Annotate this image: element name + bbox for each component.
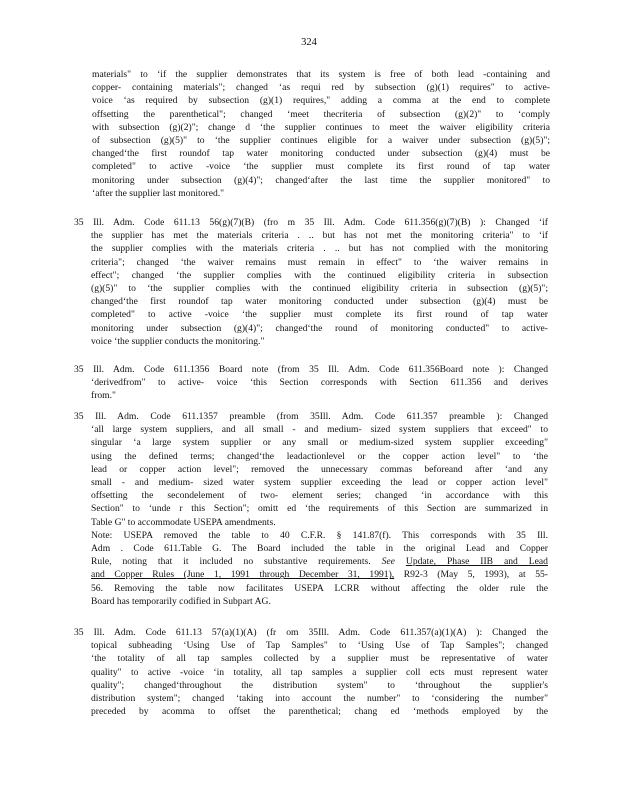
text-line: quality" to active -voice ‘in totality, all tap samples a supplier coll ects must represent water [91, 666, 548, 678]
text-line: offsetting the parenthetical"; changed ‘meet thecriteria of subsection (g)(2)" to ‘comply [92, 108, 550, 120]
text-line: 35 Ill. Adm. Code 611.13 56(g)(7)(B) (fro m 35 Ill. Adm. Code 611.356(g)(7)(B) ): Changed ‘if [74, 217, 548, 228]
amendment-entry [74, 363, 548, 403]
text-line: the supplier complies with the materials criteria . .. but has not complied with the monitoring [91, 243, 548, 255]
text-line: (g)(5)" to ‘the supplier complies with the continued eligibility criteria in subsection (g)(5)"; [91, 283, 548, 295]
text-line: Section" to ‘unde r this Section"; omitt ed ‘the requirements of this Section are summarized in [91, 503, 548, 515]
text-line: distribution system"; changed ‘taking into account the number" to ‘considering the number" [91, 693, 548, 705]
text-line: ‘the totality of all tap samples collected by a supplier must be representative of water [91, 653, 548, 665]
text-line: ‘derivedfrom" to active- voice ‘this Section corresponds with Section 611.356 and derives [91, 377, 548, 389]
text-line: small - and medium- sized water system supplier exceeding the lead or copper action level" [91, 477, 548, 489]
text-line: materials" to ‘if the supplier demonstrates that its system is free of both lead -containing and [92, 69, 550, 80]
text-line: changed‘the first roundof tap water monitoring conducted under subsection (g)(4) must be [92, 148, 550, 160]
page-number: 324 [301, 37, 317, 48]
text-line: from." [91, 390, 116, 402]
continued-paragraph [92, 68, 550, 200]
amendment-entry [74, 410, 548, 608]
citation-link[interactable]: and Copper Rules (June 1, 1991 through December 31, 1991), [91, 569, 395, 581]
text-line: singular ‘a large system supplier or any small or medium-sized system supplier exceeding" [91, 437, 548, 449]
text-line: completed" to active -voice ‘the supplier must complete its first round of tap water [91, 309, 548, 321]
citation-link[interactable]: Update, Phase IIB and Lead [405, 556, 548, 568]
amendment-entry [74, 216, 548, 348]
text-line: 35 Ill. Adm. Code 611.1357 preamble (from 35Ill. Adm. Code 611.357 preamble ): Changed [74, 411, 548, 422]
text-line: changed‘the first roundof tap water monitoring conducted under subsection (g)(4) must be [91, 296, 548, 308]
text-line: topical subheading ‘Using Use of Tap Samples" to ‘Using Use of Tap Samples"; changed [91, 640, 548, 652]
text-line: of subsection (g)(5)" to ‘the supplier continues eligible for a waiver under subsection (g)(5)"; [92, 135, 550, 147]
text-line: ‘all large system suppliers, and all small - and medium- sized system suppliers that exceed" to [91, 424, 548, 436]
text-line [74, 568, 548, 581]
text-line: effect"; changed ‘the supplier complies with the continued eligibility criteria in subsection [91, 269, 548, 281]
text-line: quality"; changed‘throughout the distribution system" to ‘throughout the supplier's [91, 679, 548, 691]
text-line: 56. Removing the table now facilitates USEPA LCRR without affecting the older rule the [91, 582, 548, 594]
text-line: criteria"; changed ‘the waiver remains must remain in effect" to ‘the waiver remains in [91, 256, 548, 268]
text-line: monitoring under subsection (g)(4)"; changed‘after the last time the supplier monitored" to [92, 174, 550, 186]
text-segment: Rule, noting that it included no substantive requirements. [91, 556, 371, 568]
citation-signal: See [381, 556, 395, 568]
text-line [74, 555, 548, 568]
text-line: monitoring under subsection (g)(4)"; changed‘the round of monitoring conducted" to active- [91, 322, 548, 334]
text-line: offsetting the secondelement of two- element series; changed ‘in accordance with this [91, 490, 548, 502]
text-line: lead or copper action level"; removed the unnecessary commas beforeand after ‘and any [91, 463, 548, 475]
text-line: preceded by acomma to offset the parenthetical; chang ed ‘methods employed by the [91, 706, 548, 718]
amendment-entry [74, 626, 548, 718]
text-line: copper- containing materials"; changed ‘as requi red by subsection (g)(1) requires" to active- [92, 82, 550, 94]
text-line: using the defined terms; changed‘the leadactionlevel or the copper action level" to ‘the [91, 450, 548, 462]
text-line: with subsection (g)(2)"; change d ‘the supplier continues to meet the waiver eligibility criteria [92, 121, 550, 133]
text-line: completed" to active -voice ‘the supplier must complete its first round of tap water [92, 161, 550, 173]
text-line: Note: USEPA removed the table to 40 C.F.R. § 141.87(f). This corresponds with 35 Ill. [91, 529, 548, 541]
text-line: Adm . Code 611.Table G. The Board included the table in the original Lead and Copper [91, 543, 548, 555]
text-line: voice ‘the supplier conducts the monitoring." [91, 335, 265, 347]
text-line: 35 Ill. Adm. Code 611.1356 Board note (from 35 Ill. Adm. Code 611.356Board note ): Changed [74, 364, 548, 375]
text-line: voice ‘as required by subsection (g)(1) requires," adding a comma at the end to complete [92, 95, 550, 107]
text-line: the supplier has met the materials criteria . .. but has not met the monitoring criteria" to ‘if [91, 230, 548, 242]
text-line: 35 Ill. Adm. Code 611.13 57(a)(1)(A) (fr om 35Ill. Adm. Code 611.357(a)(1)(A) ): Changed the [74, 627, 548, 638]
text-line: ‘after the supplier last monitored." [92, 187, 225, 199]
text-line: Table G" to accommodate USEPA amendments. [91, 516, 276, 528]
text-segment: R92-3 (May 5, 1993), at 55- [403, 569, 548, 581]
text-line: Board has temporarily codified in Subpart AG. [91, 595, 271, 607]
